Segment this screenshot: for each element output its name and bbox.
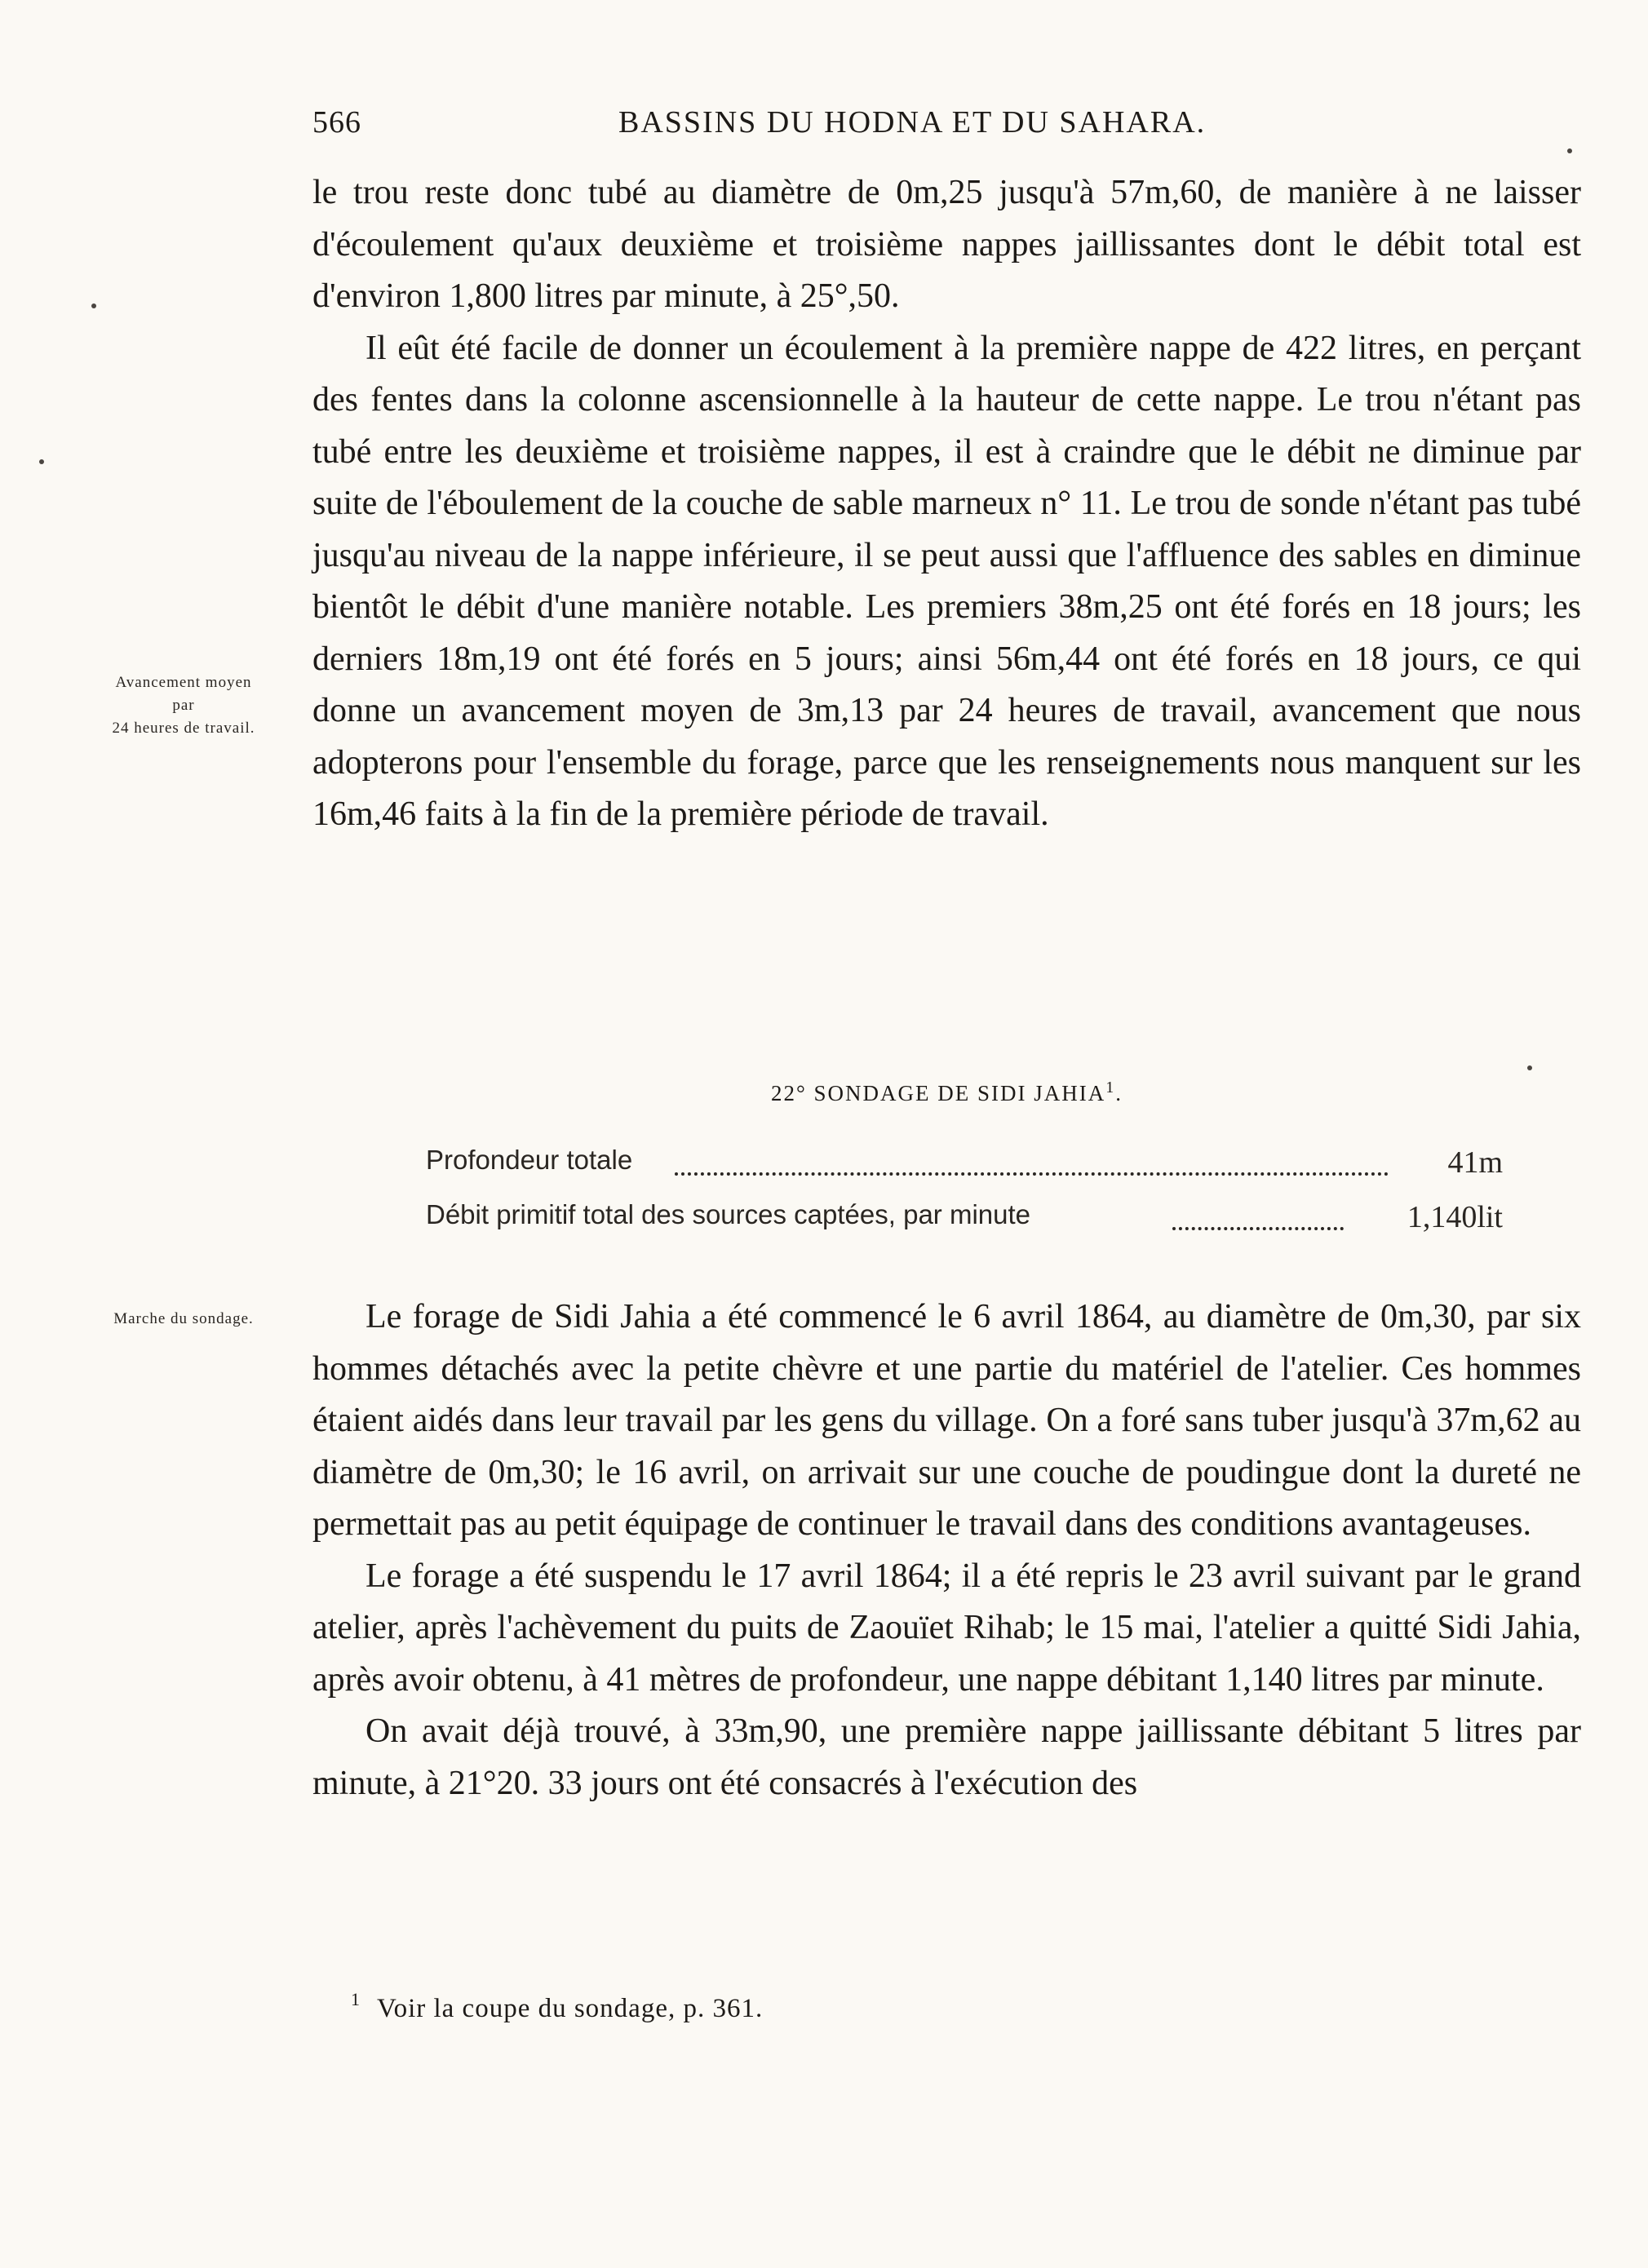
print-speck: [1567, 148, 1572, 153]
footnote: [351, 1989, 763, 2024]
row-debit: [426, 1199, 1503, 1240]
section-title-period: .: [1115, 1081, 1123, 1105]
page-number: 566: [312, 105, 361, 140]
margin-note-line: Avancement moyen: [115, 674, 252, 691]
footnote-marker: 1: [351, 1989, 361, 2009]
section-title-text: 22° SONDAGE DE SIDI JAHIA: [770, 1081, 1106, 1105]
dot-leader: [675, 1169, 1389, 1176]
row-label: Profondeur totale: [426, 1145, 633, 1175]
section-title: [312, 1079, 1581, 1106]
print-speck: [91, 303, 96, 308]
row-value: 41m: [1447, 1145, 1503, 1180]
paragraph-continuation: le trou reste donc tubé au diamètre de 0m,25 jusqu'à 57m,60, de manière à ne laisser d'écoulement qu'aux deuxième et troisième nappes jaillissantes dont le débit total est d'environ 1,800 litres par minute, à 25°,50.: [312, 174, 1581, 315]
margin-note-line: 24 heures de travail.: [112, 720, 255, 737]
paragraph-premiere-nappe: Il eût été facile de donner un écoulement à la première nappe de 422 litres, en perçant des fentes dans la colonne ascensionnelle à la hauteur de cette nappe. Le trou n'étant pas tubé entre les deuxième et troisième nappes, il est à craindre que le débit ne diminue par suite de l'éboulement de la couche de sable marneux n° 11. Le trou de sonde n'étant pas tubé jusqu'au niveau de la nappe inférieure, il se peut aussi que l'affluence des sables en diminue bientôt le débit d'une manière notable. Les premiers 38m,25 ont été forés en 18 jours; les derniers 18m,19 ont été forés en 5 jours; ainsi 56m,44 ont été forés en 18 jours, ce qui donne un avancement moyen de 3m,13 par 24 heures de travail, avancement que nous adopterons pour l'ensemble du forage, parce que les renseignements nous manquent sur les 16m,46 faits à la fin de la première période de travail.: [312, 329, 1581, 833]
margin-note-avancement: [73, 671, 294, 740]
dot-leader: [1172, 1224, 1344, 1230]
paragraph-premiere-nappe-trouvee: On avait déjà trouvé, à 33m,90, une première nappe jaillissante débitant 5 litres par minute, à 21°20. 33 jours ont été consacrés à l'exécution des: [312, 1712, 1581, 1802]
print-speck: [39, 459, 44, 464]
row-label: Débit primitif total des sources captées, par minute: [426, 1199, 1031, 1229]
paragraph-forage-suspendu: Le forage a été suspendu le 17 avril 1864; il a été repris le 23 avril suivant par le grand atelier, après l'achèvement du puits de Zaouïet Rihab; le 15 mai, l'atelier a quitté Sidi Jahia, après avoir obtenu, à 41 mètres de profondeur, une nappe débitant 1,140 litres par minute.: [312, 1557, 1581, 1699]
running-title: BASSINS DU HODNA ET DU SAHARA.: [618, 105, 1207, 140]
footnote-text: Voir la coupe du sondage, p. 361.: [377, 1994, 764, 2023]
margin-note-line: par: [172, 697, 195, 714]
body-text-top: [312, 167, 1581, 841]
row-profondeur: [426, 1145, 1503, 1185]
body-text-bottom: [312, 1291, 1581, 1810]
margin-note-line: Marche du sondage.: [113, 1310, 254, 1327]
margin-note-marche: [73, 1308, 294, 1331]
row-value: 1,140lit: [1407, 1200, 1503, 1234]
paragraph-forage-commence: Le forage de Sidi Jahia a été commencé le 6 avril 1864, au diamètre de 0m,30, par six hommes détachés avec la petite chèvre et une partie du matériel de l'atelier. Ces hommes étaient aidés dans leur travail par les gens du village. On a foré sans tuber jusqu'à 37m,62 au diamètre de 0m,30; le 16 avril, on arrivait sur une couche de poudingue dont la dureté ne permettait pas au petit équipage de continuer le travail dans des conditions avantageuses.: [312, 1298, 1581, 1543]
page-header: [312, 104, 1581, 153]
footnote-reference: 1: [1105, 1079, 1116, 1096]
print-speck: [1527, 1065, 1532, 1070]
